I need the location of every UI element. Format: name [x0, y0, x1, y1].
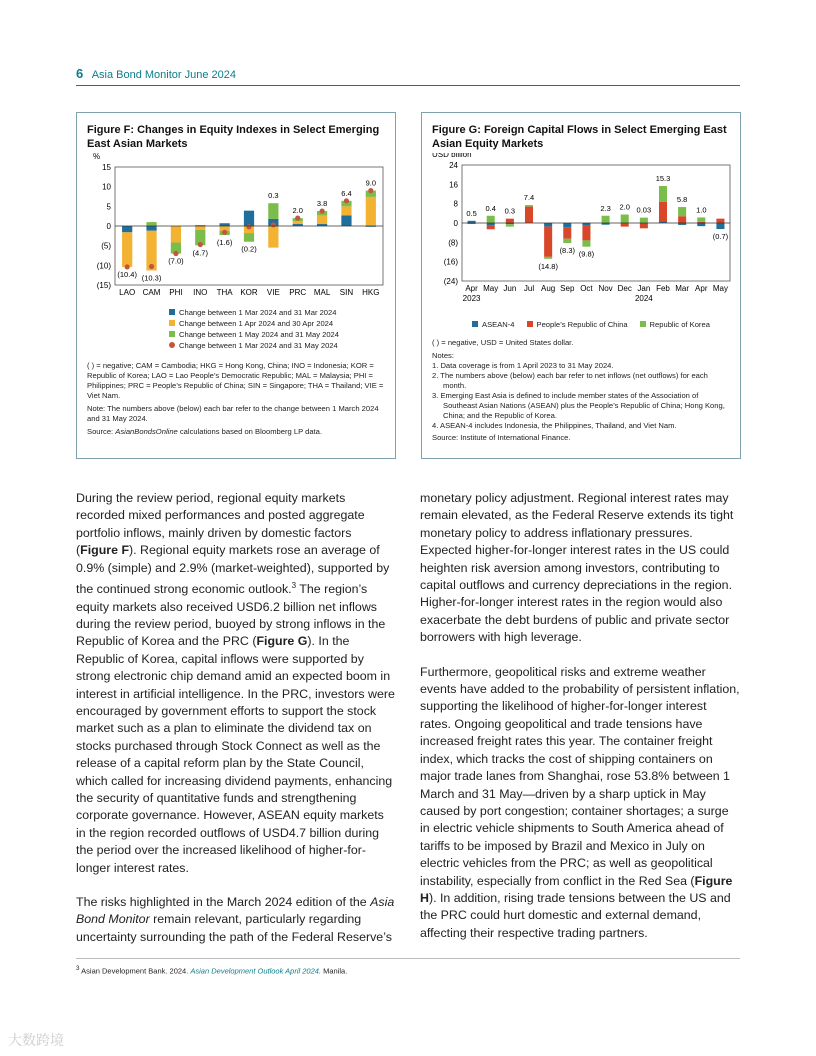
bar-segment [716, 223, 724, 229]
footnote-text: Asian Development Bank. 2024. [79, 966, 191, 976]
x-tick-label: KOR [240, 288, 258, 297]
bar-segment [122, 232, 132, 267]
text-run: monetary policy adjustment. Regional interest rates may remain elevated, as the Federal Reserve extends its tight monetary policy to address inflationary pressures. Expected higher-for-longer interest rates in the US could heighten risk aversion among investors, contributing to capital outflows and currency depreciations in the region. Higher-for-longer interest rates in the region would also exacerbate the debt burdens of public and private sector borrowers with high leverage. [420, 491, 734, 645]
text-run: Furthermore, geopolitical risks and extreme weather events have added to the probability of persistent inflation, supporting the likelihood of higher-for-longer interest rates. Ongoing geopolitical and trade tensions have increased freight rates this year. The container freight index, which tracks the cost of shipping containers on major trade lanes from Shanghai, rose 53.8% between 1 March and 31 May—driven by a sharp uptick in May caused by port congestion; container shortages; a surge in electric vehicle shipments to South America ahead of tariffs to be imposed by Brazil and Mexico in July on electric vehicles from the PRC; as well as geopolitical instability, especially from conflict in the Red Sea ( [420, 664, 740, 888]
figure-f-chart [87, 153, 385, 299]
bar-segment [525, 205, 533, 206]
data-label: 5.8 [676, 195, 688, 205]
page-number: 6 [76, 66, 84, 81]
x-tick-label: PRC [289, 288, 307, 297]
legend-swatch [169, 331, 175, 337]
figure-reference[interactable]: Figure H [420, 873, 733, 905]
x-tick-label: LAO [119, 288, 136, 297]
paragraph [76, 894, 396, 946]
y-tick-label: (16) [443, 257, 458, 267]
data-label: (9.8) [578, 249, 595, 259]
text-run: ). In the Republic of Korea, capital inflows were supported by strong electronic chip demand amid an expected boom in interest in artificial intelligence. In the PRC, investors were encouraged by government efforts to support the stock market such as a plan to eliminate the dividend tax on stocks purchased through Stock Connect as well as the release of a capital reform plan by the State Council, which called for increasing dividend payments, enhancing the security of quantitative funds and strengthening corporate governance. However, ASEAN equity markets in the region recorded outflows of USD4.7 billion during the period over the increased likelihood of higher-for-longer interest rates. [76, 634, 395, 875]
figure-f [76, 112, 396, 459]
legend-swatch [169, 320, 175, 326]
x-tick-label: Feb [656, 284, 670, 293]
y-tick-label: 24 [449, 161, 458, 170]
y-tick-label: 0 [106, 222, 111, 231]
data-label: (4.7) [192, 248, 208, 258]
bar-segment [659, 202, 667, 222]
data-label: 1.0 [696, 205, 707, 215]
note-item: 1. Data coverage is from 1 April 2023 to 31 May 2024. [432, 361, 614, 370]
total-marker [368, 188, 373, 193]
bar-segment [544, 227, 552, 257]
legend-item [169, 340, 385, 351]
y-tick-label: (5) [101, 241, 111, 251]
y-tick-label: 8 [453, 199, 458, 209]
bar-segment [582, 225, 590, 240]
bar-segment [563, 227, 571, 239]
watermark: 大数跨境 [8, 1032, 64, 1048]
bar-segment [525, 207, 533, 223]
footnote-ref[interactable]: 3 [291, 581, 297, 591]
x-tick-label: Jan [637, 284, 651, 293]
data-label: 3.8 [316, 199, 328, 209]
note-item: 3. Emerging East Asia is defined to include member states of the Association of Southeast Asian Nations (ASEAN) plus the People’s Republic of China; Hong Kong, China; and the Republic of Korea. [432, 391, 725, 420]
y-tick-label: 16 [449, 180, 458, 190]
bar-segment [220, 223, 230, 226]
legend-swatch [527, 321, 533, 327]
figure-g-notes [432, 361, 730, 431]
y-tick-label: (15) [96, 281, 111, 290]
legend-swatch [472, 321, 478, 327]
total-marker [319, 208, 324, 213]
x-tick-label: Sep [560, 284, 575, 293]
data-label: (14.8) [538, 261, 558, 271]
x-tick-label: Dec [617, 284, 632, 293]
text-run: The region’s equity markets also received USD6.2 billion net inflows during the review period, buoyed by strong inflows in the Republic of Korea and the PRC ( [76, 582, 386, 649]
publication-title: Asia Bond Monitor June 2024 [91, 69, 237, 81]
note-item: 2. The numbers above (below) each bar refer to net inflows (net outflows) for each month. [432, 371, 708, 390]
y-tick-label: 0 [453, 219, 458, 228]
figure-f-note: Note: The numbers above (below) each bar refer to the change between 1 March 2024 and 31 May 2024. [87, 404, 379, 423]
bar-segment [195, 226, 205, 230]
figure-g-chart [432, 153, 732, 313]
figure-g-notes-label: Notes: [432, 351, 454, 360]
bar-segment [678, 207, 686, 216]
footnote [76, 958, 740, 976]
bar-segment [146, 222, 156, 226]
figure-f-legend [169, 307, 385, 351]
paragraph [76, 490, 396, 877]
figure-reference[interactable]: Figure G [256, 634, 308, 649]
x-tick-label: INO [193, 288, 208, 297]
x-tick-label: Oct [580, 284, 593, 293]
paragraph [420, 490, 740, 647]
bar-segment [268, 203, 278, 219]
x-tick-label: Aug [541, 284, 556, 293]
data-label: 2.3 [600, 203, 611, 213]
x-tick-label: VIE [266, 288, 280, 297]
text-run: Asia Bond Monitor [76, 895, 395, 927]
total-marker [344, 198, 349, 203]
source-italic: AsianBondsOnline [115, 427, 178, 436]
text-run: ). Regional equity markets rose an average of 0.9% (simple) and 2.9% (market-weighted), supported by the continued strong economic outlook. [76, 543, 390, 597]
bar-segment [716, 219, 724, 223]
footnote-after: Manila. [321, 966, 348, 976]
y-tick-label: (24) [443, 277, 458, 286]
bar-segment [506, 224, 514, 226]
running-header [76, 66, 740, 86]
x-tick-label: MAL [313, 288, 331, 297]
data-label: 7.4 [523, 193, 535, 203]
bar-segment [244, 233, 254, 242]
y-axis-label: % [93, 153, 101, 161]
legend-label: Change between 1 Apr 2024 and 30 Apr 2024 [179, 319, 334, 328]
total-marker [295, 216, 300, 221]
total-marker [198, 242, 203, 247]
figure-g [421, 112, 741, 459]
x-tick-label: PHI [169, 288, 183, 297]
paragraph [420, 664, 740, 943]
legend-label: Change between 1 Mar 2024 and 31 Mar 2024 [179, 308, 337, 317]
legend-item [640, 320, 710, 329]
legend-label: People’s Republic of China [536, 320, 628, 329]
x-tick-label: CAM [142, 288, 161, 297]
bar-segment [678, 216, 686, 223]
legend-item [169, 307, 385, 318]
year-label: 2023 [462, 294, 481, 303]
total-marker [246, 224, 251, 229]
bar-segment [506, 219, 514, 223]
x-tick-label: Apr [695, 284, 708, 293]
total-marker [222, 230, 227, 235]
data-label: (10.4) [117, 269, 137, 279]
x-tick-label: HKG [362, 288, 380, 297]
legend-item [169, 318, 385, 329]
total-marker [125, 264, 130, 269]
y-tick-label: 10 [102, 182, 111, 192]
x-tick-label: May [712, 284, 728, 293]
bar-segment [697, 223, 705, 226]
data-label: 0.3 [268, 191, 279, 201]
source-rest: calculations based on Bloomberg LP data. [177, 427, 323, 436]
data-label: (10.3) [141, 273, 162, 283]
bar-segment [697, 217, 705, 221]
figure-f-abbreviations: ( ) = negative; CAM = Cambodia; HKG = Hong Kong, China; INO = Indonesia; KOR = Republic of Korea; LAO = Lao People’s Democratic Republic; MAL = Malaysia; PHI = Philippines; PRC = People’s Republic of China; SIN = Singapore; THA = Thailand; VIE = Viet Nam. [87, 361, 384, 400]
x-tick-label: SIN [339, 288, 354, 297]
bar-segment [487, 226, 495, 230]
y-tick-label: 5 [106, 202, 111, 212]
data-label: 0.4 [485, 203, 496, 213]
bar-segment [563, 223, 571, 227]
legend-item [169, 329, 385, 340]
body-column-right [420, 490, 740, 959]
data-label: 15.3 [655, 174, 671, 184]
figure-g-source: Source: Institute of International Finance. [432, 433, 571, 442]
figure-g-abbreviations: ( ) = negative, USD = United States dollar. [432, 338, 574, 347]
x-tick-label: May [483, 284, 499, 293]
total-marker [173, 251, 178, 256]
figure-g-legend [472, 319, 730, 330]
bar-segment [582, 240, 590, 246]
bar-segment [293, 221, 303, 224]
bar-segment [640, 218, 648, 223]
bar-segment [621, 223, 629, 227]
bar-segment [244, 211, 254, 226]
figure-f-source [87, 427, 385, 437]
bar-segment [659, 186, 667, 202]
bar-segment [544, 223, 552, 227]
data-label: 0.5 [466, 208, 477, 218]
bar-segment [122, 226, 132, 232]
footnote-mark: 3 [76, 965, 80, 972]
x-tick-label: Apr [465, 284, 478, 293]
legend-item [527, 320, 628, 329]
data-label: (8.3) [559, 246, 575, 256]
source-prefix: Source: [87, 427, 116, 436]
figure-f-title: Figure F: Changes in Equity Indexes in Select Emerging East Asian Markets [87, 124, 380, 150]
figure-reference[interactable]: Figure F [80, 543, 130, 558]
legend-swatch [169, 342, 175, 348]
data-label: 2.0 [292, 206, 303, 216]
data-label: 0.3 [504, 206, 516, 216]
total-marker [271, 222, 276, 227]
legend-label: ASEAN-4 [482, 320, 515, 329]
bar-segment [621, 215, 629, 223]
data-label: 0.03 [636, 205, 652, 215]
legend-swatch [169, 309, 175, 315]
data-label: (7.0) [168, 256, 184, 266]
note-item: 4. ASEAN-4 includes Indonesia, the Philippines, Thailand, and Viet Nam. [432, 421, 677, 430]
text-run: The risks highlighted in the March 2024 edition of the [76, 895, 371, 910]
y-tick-label: (10) [96, 261, 111, 271]
bar-segment [563, 239, 571, 243]
data-label: (0.7) [712, 232, 729, 242]
bar-segment [341, 215, 351, 226]
bar-segment [341, 206, 351, 215]
legend-label: Change between 1 Mar 2024 and 31 May 2024 [179, 341, 338, 350]
legend-label: Change between 1 May 2024 and 31 May 2024 [179, 330, 340, 339]
legend-item [472, 320, 515, 329]
legend-label: Republic of Korea [649, 320, 710, 329]
y-axis-label: USD billion [432, 153, 472, 159]
data-label: 2.0 [619, 202, 630, 212]
bar-segment [602, 216, 610, 223]
x-tick-label: Nov [598, 284, 613, 293]
text-run: During the review period, regional equity markets recorded mixed performances and posted aggregate portfolio inflows, mainly driven by domestic factors ( [76, 491, 365, 558]
data-label: (1.6) [216, 238, 233, 248]
y-tick-label: 15 [102, 163, 111, 172]
text-run: ). In addition, rising trade tensions between the US and the PRC could hurt domestic and external demand, affecting their respective trading partners. [420, 890, 731, 940]
data-label: 6.4 [341, 188, 352, 198]
text-run: remain relevant, particularly regarding uncertainty surrounding the path of the Federal Reserve’s [76, 912, 392, 944]
bar-segment [544, 257, 552, 259]
total-marker [149, 264, 154, 269]
bar-segment [640, 223, 648, 228]
x-tick-label: Jun [503, 284, 517, 293]
bar-segment [366, 197, 376, 226]
year-label: 2024 [634, 294, 653, 303]
x-tick-label: THA [216, 288, 233, 297]
body-column-left [76, 490, 396, 963]
x-tick-label: Jul [523, 284, 535, 293]
footnote-link[interactable]: Asian Development Outlook April 2024. [190, 966, 322, 976]
data-label: (0.2) [241, 244, 257, 254]
bar-segment [487, 216, 495, 223]
figure-g-title: Figure G: Foreign Capital Flows in Select Emerging East Asian Equity Markets [432, 124, 727, 150]
x-tick-label: Mar [675, 284, 690, 293]
y-tick-label: (8) [448, 238, 458, 248]
data-label: 9.0 [365, 178, 377, 188]
bar-segment [171, 226, 181, 243]
bar-segment [268, 226, 278, 248]
bar-segment [146, 226, 156, 231]
legend-swatch [640, 321, 646, 327]
bar-segment [317, 215, 327, 224]
